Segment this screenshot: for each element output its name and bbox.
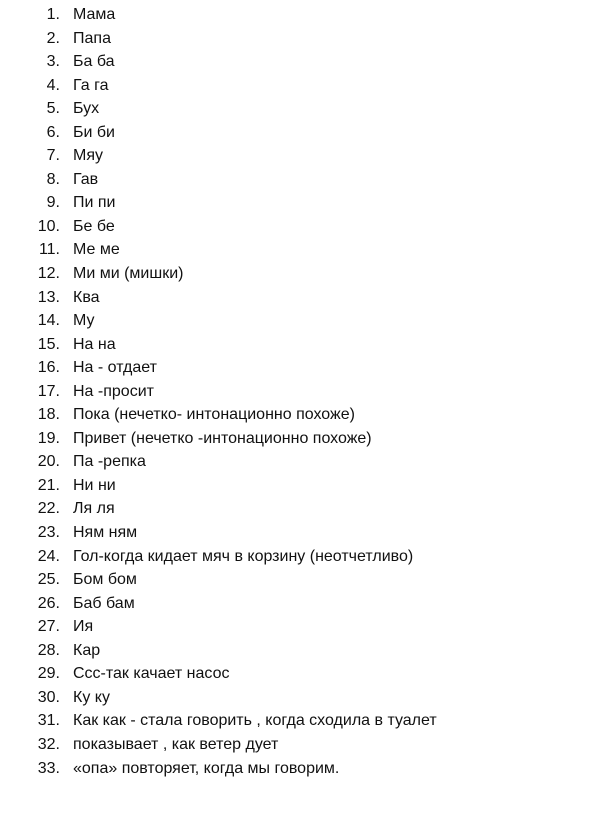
item-text: Ку ку [73,688,110,706]
item-number: 5. [46,100,60,118]
item-text: Гол-когда кидает мяч в корзину (неотчетливо) [73,547,414,565]
item-text: Пи пи [73,194,116,212]
item-number: 6. [46,123,60,141]
document-page [0,3,600,780]
item-text: Ням ням [73,524,138,542]
item-text: Как как - стала говорить , когда сходила в туалет [73,712,437,730]
numbered-word-list [0,3,600,780]
item-number: 21. [37,476,60,494]
item-text: Ия [73,618,94,636]
item-number: 14. [37,312,60,330]
item-text: Привет (нечетко -интонационно похоже) [73,429,372,447]
item-number: 27. [37,618,60,636]
item-number: 23. [37,524,60,542]
item-number: 32. [37,735,60,753]
item-number: 4. [46,76,60,94]
item-number: 24. [37,547,60,565]
item-number: 20. [37,453,60,471]
list-item [0,97,600,121]
item-number: 22. [37,500,60,518]
item-text: Баб бам [73,594,135,612]
item-text: Ми ми (мишки) [73,265,184,283]
list-item [0,215,600,239]
list-item [0,568,600,592]
item-number: 30. [37,688,60,706]
list-item [0,262,600,286]
list-item [0,497,600,521]
item-text: На - отдает [73,359,157,377]
item-text: Ме ме [73,241,120,259]
item-text: Ква [73,288,100,306]
item-number: 7. [46,147,60,165]
list-item [0,74,600,98]
item-number: 10. [37,217,60,235]
item-number: 25. [37,571,60,589]
list-item [0,709,600,733]
item-text: Бух [73,100,100,118]
item-text: показывает , как ветер дует [73,735,279,753]
item-text: Мама [73,6,116,23]
list-item [0,50,600,74]
item-number: 18. [37,406,60,424]
item-number: 1. [46,6,60,23]
item-text: Ссс-так качает насос [73,665,230,683]
list-item [0,662,600,686]
list-item [0,615,600,639]
list-item [0,545,600,569]
list-item [0,191,600,215]
list-item [0,521,600,545]
list-item [0,686,600,710]
list-item [0,238,600,262]
item-number: 3. [46,53,60,71]
list-item [0,733,600,757]
item-number: 19. [37,429,60,447]
item-number: 16. [37,359,60,377]
item-text: Папа [73,29,111,47]
item-number: 31. [37,712,60,730]
list-item [0,168,600,192]
item-number: 13. [37,288,60,306]
list-item [0,121,600,145]
item-number: 17. [37,382,60,400]
list-item [0,450,600,474]
item-number: 26. [37,594,60,612]
item-text: На на [73,335,116,353]
list-item [0,286,600,310]
list-item [0,27,600,51]
item-number: 9. [46,194,60,212]
list-item [0,380,600,404]
item-text: Би би [73,123,115,141]
item-number: 33. [37,759,60,777]
item-text: Ни ни [73,476,116,494]
list-item [0,757,600,781]
list-item [0,356,600,380]
item-number: 29. [37,665,60,683]
list-item [0,474,600,498]
list-item [0,144,600,168]
item-text: Бом бом [73,571,137,589]
list-item [0,427,600,451]
item-number: 8. [46,170,60,188]
item-text: Па -репка [73,453,146,471]
list-item [0,639,600,663]
item-text: На -просит [73,382,154,400]
item-text: Ля ля [73,500,115,518]
item-text: Ба ба [73,53,115,71]
item-number: 15. [37,335,60,353]
item-text: Пока (нечетко- интонационно похоже) [73,406,355,424]
item-text: Мяу [73,147,103,165]
item-text: Му [73,312,95,330]
item-text: «опа» повторяет, когда мы говорим. [73,759,340,777]
item-number: 11. [38,241,60,259]
item-text: Гав [73,170,99,188]
list-item [0,592,600,616]
item-text: Га га [73,76,109,94]
item-number: 2. [46,29,60,47]
item-text: Кар [73,641,101,659]
item-number: 12. [37,265,60,283]
list-item [0,403,600,427]
list-item [0,333,600,357]
item-text: Бе бе [73,217,115,235]
list-item [0,309,600,333]
list-item [0,3,600,27]
item-number: 28. [37,641,60,659]
